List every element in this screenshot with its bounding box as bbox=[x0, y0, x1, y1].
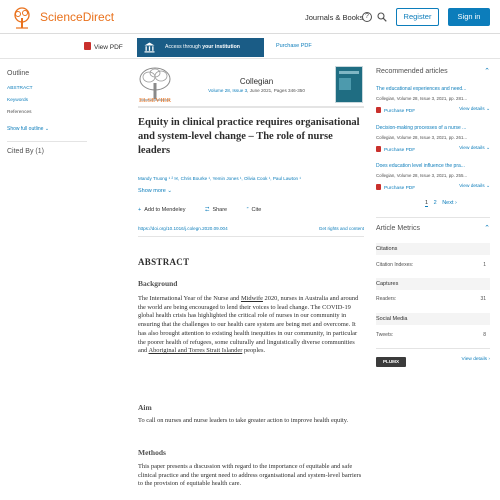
recommended-details-label-1: View details bbox=[459, 107, 485, 112]
background-text-2: 2020, nurses in Australia and around the world are being encouraged to lend their voices to lead change. The COVID-19 global health crisis has highlighted the critical role of nurses in our community in ensuring that the challenges to our health care system are being met and overcome. It has also brought attention to existing health inequities in our community, in particular the poorer health of refugees, some culturally and linguistically diverse communities and bbox=[138, 295, 359, 355]
show-more-button[interactable] bbox=[138, 188, 172, 194]
plus-icon: + bbox=[138, 207, 142, 213]
volume-pages: , June 2021, Pages 346-350 bbox=[247, 88, 305, 93]
recommended-view-details-2[interactable] bbox=[459, 146, 490, 151]
citation-indexes-row bbox=[376, 262, 490, 268]
chevron-down-icon: ⌄ bbox=[167, 188, 172, 194]
show-more-label: Show more bbox=[138, 188, 166, 194]
background-text-1: The International Year of the Nurse and bbox=[138, 295, 241, 302]
methods-paragraph: This paper presents a discussion with regard to the importance of equitable and safe clinical practice and the urgent need to address organisational and system-level barriers to the provision of equitable health care. bbox=[138, 463, 362, 488]
recommended-heading: Recommended articles bbox=[376, 68, 448, 75]
plumx-logo[interactable]: PLUMX bbox=[376, 357, 406, 367]
metrics-view-details-label: View details bbox=[461, 357, 488, 362]
midwife-link[interactable]: Midwife bbox=[240, 295, 263, 302]
plumx-divider bbox=[376, 348, 490, 349]
pdf-icon bbox=[376, 184, 381, 190]
journal-volume-info bbox=[193, 88, 320, 93]
recommended-details-label-2: View details bbox=[459, 146, 485, 151]
quote-icon: ” bbox=[246, 207, 249, 213]
outline-item-keywords[interactable]: Keywords bbox=[7, 98, 29, 103]
next-page-button[interactable] bbox=[442, 200, 457, 206]
next-label: Next bbox=[442, 200, 454, 206]
article-title: Equity in clinical practice requires organisational and system-level change – The role of nurse leaders bbox=[138, 117, 360, 156]
readers-value: 31 bbox=[480, 296, 486, 302]
chevron-down-icon: ⌄ bbox=[484, 146, 490, 151]
article-toolbar bbox=[0, 35, 500, 59]
help-icon[interactable]: ? bbox=[362, 12, 372, 22]
metrics-divider bbox=[376, 217, 490, 218]
social-media-section: Social Media bbox=[376, 313, 490, 325]
recommended-title-1[interactable]: The educational experiences and need... bbox=[376, 86, 467, 92]
sign-in-button[interactable]: Sign in bbox=[448, 8, 490, 26]
background-heading: Background bbox=[138, 279, 178, 288]
readers-row bbox=[376, 296, 490, 302]
recommended-meta-2: Collegian, Volume 28, Issue 3, 2021, pp. 261... bbox=[376, 135, 468, 140]
journal-name[interactable]: Collegian bbox=[239, 77, 274, 86]
recommended-purchase-pdf-3[interactable] bbox=[376, 184, 415, 191]
recommended-view-details-1[interactable] bbox=[459, 107, 490, 112]
pdf-icon bbox=[84, 42, 91, 50]
tweets-label: Tweets: bbox=[376, 332, 394, 338]
aim-heading: Aim bbox=[138, 403, 152, 412]
recommended-pdf-label-3: Purchase PDF bbox=[384, 186, 416, 191]
recommended-pdf-label-2: Purchase PDF bbox=[384, 148, 416, 153]
access-label-bold: your institution bbox=[202, 44, 240, 50]
add-mendeley-button[interactable] bbox=[138, 207, 195, 213]
elsevier-tree-logo-icon[interactable] bbox=[10, 6, 34, 30]
add-mendeley-label: Add to Mendeley bbox=[144, 207, 186, 213]
tweets-value: 8 bbox=[483, 332, 486, 338]
recommended-title-3[interactable]: Does education level influence the pra... bbox=[376, 163, 465, 169]
cover-graphic bbox=[339, 78, 351, 90]
register-button[interactable]: Register bbox=[396, 8, 439, 26]
aboriginal-link[interactable]: Aboriginal and Torres Strait Islander bbox=[148, 347, 243, 355]
view-pdf-button[interactable] bbox=[84, 42, 123, 51]
citations-section: Citations bbox=[376, 243, 490, 255]
volume-issue-link[interactable]: Volume 28, Issue 3 bbox=[208, 88, 248, 93]
cited-by-heading[interactable]: Cited By (1) bbox=[7, 148, 44, 155]
chevron-up-icon[interactable]: ⌃ bbox=[484, 225, 490, 232]
citation-indexes-value: 1 bbox=[483, 262, 486, 268]
recommended-pager bbox=[425, 200, 461, 206]
outline-heading: Outline bbox=[7, 70, 30, 77]
readers-label: Readers: bbox=[376, 296, 397, 302]
search-icon[interactable] bbox=[377, 12, 387, 22]
show-full-outline-label: Show full outline bbox=[7, 126, 44, 132]
sidebar-divider bbox=[7, 141, 87, 142]
doi-link[interactable]: https://doi.org/10.1016/j.colegn.2020.09.004 bbox=[138, 226, 228, 231]
recommended-purchase-pdf-1[interactable] bbox=[376, 107, 415, 114]
recommended-meta-3: Collegian, Volume 28, Issue 3, 2021, pp. 255... bbox=[376, 173, 468, 178]
brand-name[interactable]: ScienceDirect bbox=[40, 10, 115, 24]
banner-divider bbox=[138, 106, 364, 108]
pdf-icon bbox=[376, 146, 381, 152]
cite-button[interactable] bbox=[247, 207, 271, 213]
tweets-row bbox=[376, 332, 490, 338]
cite-label: Cite bbox=[251, 207, 262, 213]
recommended-purchase-pdf-2[interactable] bbox=[376, 146, 415, 153]
journal-cover-image[interactable] bbox=[335, 66, 363, 103]
page-2[interactable]: 2 bbox=[433, 200, 437, 206]
recommended-view-details-3[interactable] bbox=[459, 184, 490, 189]
share-label: Share bbox=[212, 207, 228, 213]
outline-item-abstract[interactable]: ABSTRACT bbox=[7, 86, 33, 91]
chevron-up-icon[interactable]: ⌃ bbox=[484, 68, 490, 75]
show-full-outline-button[interactable] bbox=[7, 126, 49, 132]
recommended-meta-1: Collegian, Volume 28, Issue 3, 2021, pp. 281... bbox=[376, 96, 468, 101]
author-list[interactable]: Mandy Truong ¹ ² ✉, Chris Bourke ¹, Yemin Jones ¹, Olivia Cook ¹, Paul Lawton ¹ bbox=[138, 176, 301, 181]
metrics-view-details-link[interactable] bbox=[462, 357, 490, 362]
access-label-prefix: Access through bbox=[165, 44, 203, 50]
citation-indexes-label: Citation Indexes: bbox=[376, 262, 414, 268]
access-institution-button[interactable] bbox=[137, 38, 264, 57]
purchase-pdf-link[interactable]: Purchase PDF bbox=[276, 43, 312, 49]
article-actions bbox=[138, 207, 279, 214]
cover-title-bar bbox=[339, 71, 359, 74]
journals-books-link[interactable]: Journals & Books bbox=[305, 13, 364, 22]
doi-divider bbox=[138, 236, 364, 237]
top-bar bbox=[0, 0, 500, 34]
chevron-down-icon: ⌄ bbox=[44, 126, 50, 132]
chevron-right-icon: › bbox=[487, 357, 490, 362]
page-1[interactable]: 1 bbox=[425, 200, 429, 206]
chevron-right-icon: › bbox=[453, 200, 457, 206]
share-icon: ⮂ bbox=[205, 207, 210, 213]
institution-icon bbox=[144, 42, 155, 53]
aim-paragraph: To call on nurses and nurse leaders to take greater action to improve health equity. bbox=[138, 417, 349, 424]
background-paragraph bbox=[138, 295, 364, 356]
elsevier-wordmark: ELSEVIER bbox=[139, 97, 172, 104]
background-text-3: peoples. bbox=[242, 347, 266, 355]
outline-item-references[interactable]: References bbox=[7, 110, 32, 115]
chevron-down-icon: ⌄ bbox=[484, 107, 490, 112]
chevron-down-icon: ⌄ bbox=[484, 184, 490, 189]
methods-heading: Methods bbox=[138, 448, 166, 457]
recommended-pdf-label-1: Purchase PDF bbox=[384, 109, 416, 114]
captures-section: Captures bbox=[376, 278, 490, 290]
abstract-heading: ABSTRACT bbox=[138, 257, 190, 267]
pdf-icon bbox=[376, 107, 381, 113]
share-button[interactable] bbox=[205, 207, 236, 213]
rights-content-link[interactable]: Get rights and content bbox=[318, 226, 364, 231]
recommended-details-label-3: View details bbox=[459, 184, 485, 189]
recommended-title-2[interactable]: Decision-making processes of a nurse ... bbox=[376, 125, 467, 131]
view-pdf-label: View PDF bbox=[94, 44, 123, 51]
article-metrics-heading: Article Metrics bbox=[376, 225, 420, 232]
